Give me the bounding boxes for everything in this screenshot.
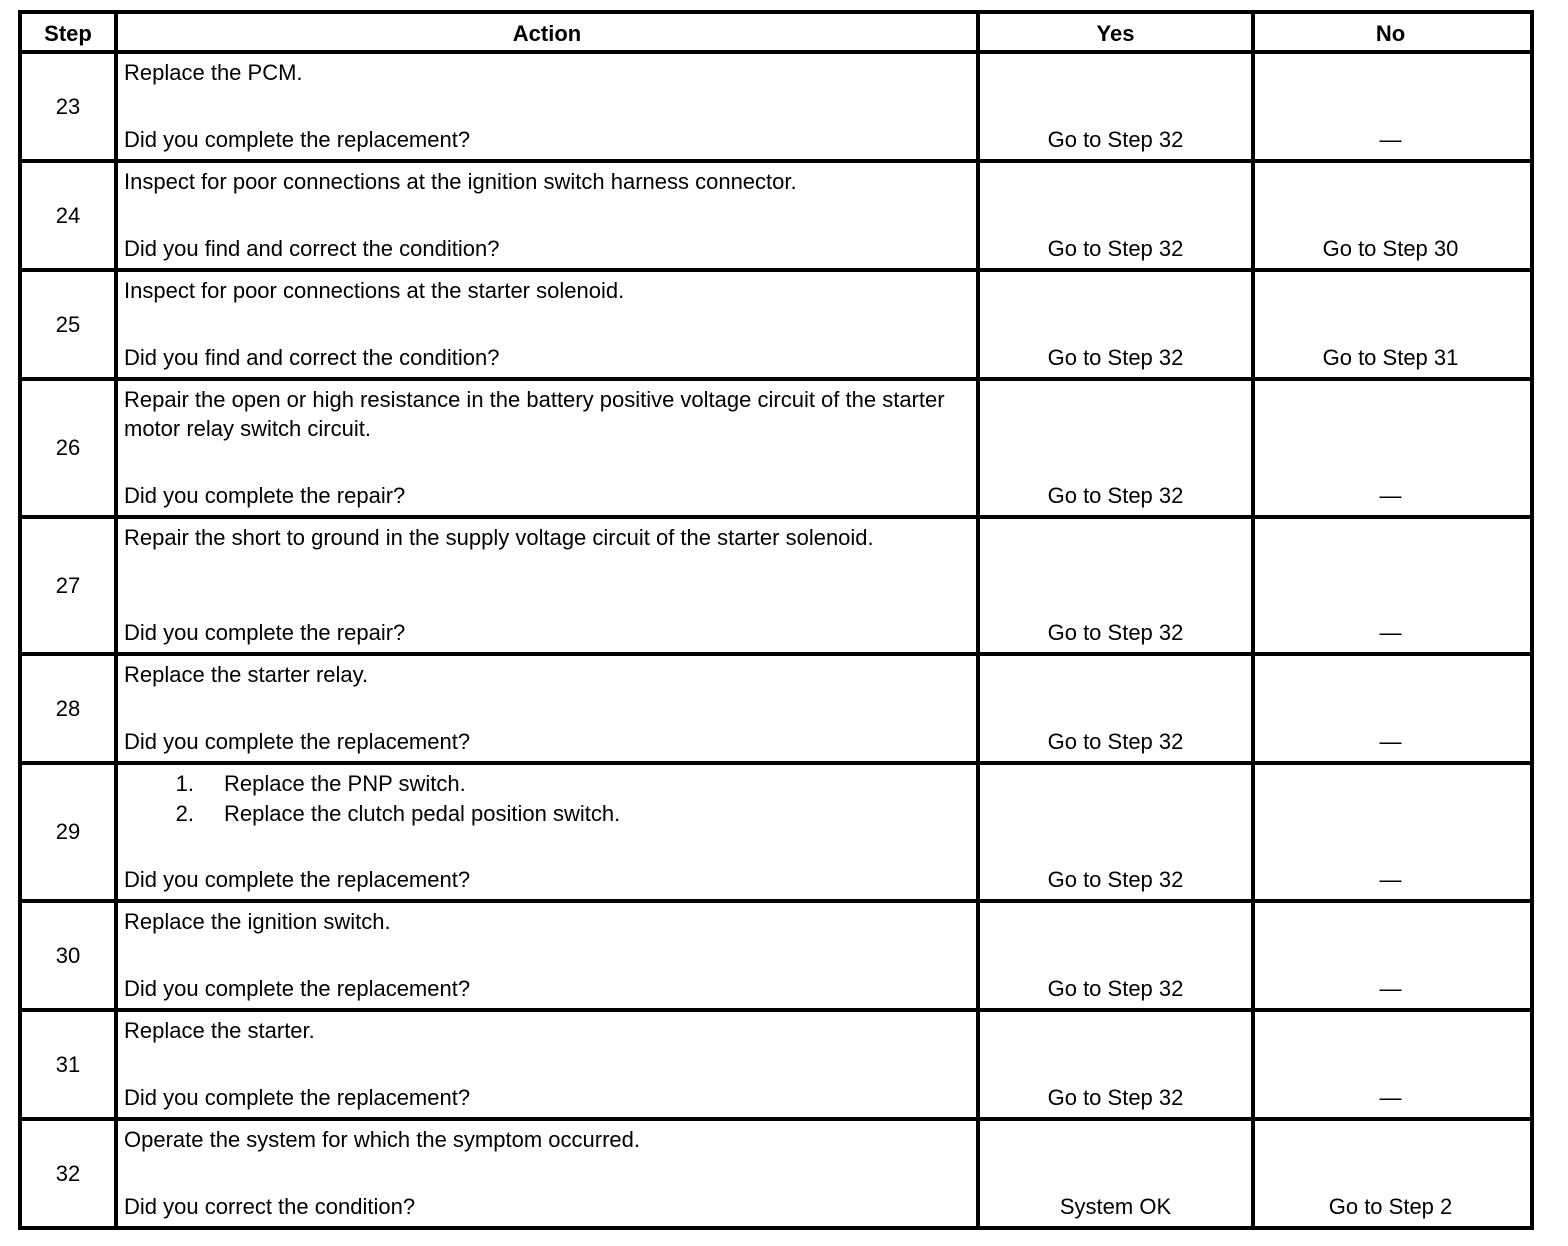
table-header xyxy=(18,10,1534,54)
table-row xyxy=(18,903,1534,1012)
table-row xyxy=(18,54,1534,163)
action-list-container xyxy=(124,769,956,829)
step-number: 29 xyxy=(55,819,81,844)
header-action: Action xyxy=(118,14,980,50)
action-list xyxy=(124,769,956,829)
table-row xyxy=(18,656,1534,765)
no-result: — xyxy=(1379,976,1402,1001)
step-number: 23 xyxy=(55,93,81,119)
action-question: Did you correct the condition? xyxy=(124,1194,416,1219)
list-item xyxy=(124,799,956,829)
table-row xyxy=(18,1012,1534,1121)
action-question: Did you complete the replacement? xyxy=(124,867,471,892)
action-text: Replace the starter relay. xyxy=(124,662,369,687)
action-text: Replace the ignition switch. xyxy=(124,909,391,934)
action-question: Did you complete the repair? xyxy=(124,620,406,645)
step-number: 26 xyxy=(55,435,81,460)
yes-result: Go to Step 32 xyxy=(1047,729,1184,754)
no-result: — xyxy=(1379,729,1402,754)
action-text: Repair the short to ground in the supply voltage circuit of the starter solenoid. xyxy=(124,525,874,550)
action-question: Did you complete the replacement? xyxy=(124,976,471,1001)
action-text: Repair the open or high resistance in the battery positive voltage circuit of the starter motor relay switch circuit. xyxy=(124,387,945,441)
yes-result: Go to Step 32 xyxy=(1047,976,1184,1001)
yes-result: Go to Step 32 xyxy=(1047,867,1184,892)
list-item-text: Replace the PNP switch. xyxy=(224,771,466,796)
no-result: — xyxy=(1379,483,1402,508)
step-number: 30 xyxy=(55,942,81,968)
list-item-number: 1. xyxy=(175,771,194,796)
action-question: Did you complete the repair? xyxy=(124,483,406,508)
table-row xyxy=(18,765,1534,903)
step-number: 28 xyxy=(55,695,81,721)
action-question: Did you find and correct the condition? xyxy=(124,345,500,370)
header-step: Step xyxy=(22,14,118,50)
no-result: Go to Step 2 xyxy=(1328,1194,1453,1219)
list-item xyxy=(124,769,956,799)
table-row xyxy=(18,163,1534,272)
action-question: Did you complete the replacement? xyxy=(124,729,471,754)
yes-result: Go to Step 32 xyxy=(1047,620,1184,645)
action-question: Did you find and correct the condition? xyxy=(124,236,500,261)
yes-result: System OK xyxy=(1059,1194,1172,1219)
yes-result: Go to Step 32 xyxy=(1047,236,1184,261)
no-result: — xyxy=(1379,620,1402,645)
action-text: Replace the PCM. xyxy=(124,60,303,85)
table-row xyxy=(18,381,1534,519)
yes-result: Go to Step 32 xyxy=(1047,1085,1184,1110)
step-number: 25 xyxy=(55,311,81,337)
step-number: 24 xyxy=(55,202,81,228)
yes-result: Go to Step 32 xyxy=(1047,483,1184,508)
action-question: Did you complete the replacement? xyxy=(124,127,471,152)
step-number: 32 xyxy=(55,1160,81,1186)
action-question: Did you complete the replacement? xyxy=(124,1085,471,1110)
step-number: 31 xyxy=(55,1051,81,1077)
action-text: Inspect for poor connections at the starter solenoid. xyxy=(124,278,625,303)
diagnostic-table xyxy=(18,10,1534,1230)
header-yes: Yes xyxy=(980,14,1255,50)
step-number: 27 xyxy=(55,572,81,598)
table-row xyxy=(18,272,1534,381)
yes-result: Go to Step 32 xyxy=(1047,345,1184,370)
table-row xyxy=(18,1121,1534,1230)
no-result: — xyxy=(1379,867,1402,892)
no-result: Go to Step 30 xyxy=(1322,236,1459,261)
no-result: — xyxy=(1379,1085,1402,1110)
header-no: No xyxy=(1375,21,1406,46)
action-text: Operate the system for which the symptom occurred. xyxy=(124,1127,640,1152)
action-text: Replace the starter. xyxy=(124,1018,315,1043)
no-result: Go to Step 31 xyxy=(1322,345,1459,370)
table-row xyxy=(18,519,1534,656)
list-item-text: Replace the clutch pedal position switch. xyxy=(224,801,621,826)
no-result: — xyxy=(1379,127,1402,152)
action-text: Inspect for poor connections at the ignition switch harness connector. xyxy=(124,169,797,194)
yes-result: Go to Step 32 xyxy=(1047,127,1184,152)
list-item-number: 2. xyxy=(175,801,194,826)
